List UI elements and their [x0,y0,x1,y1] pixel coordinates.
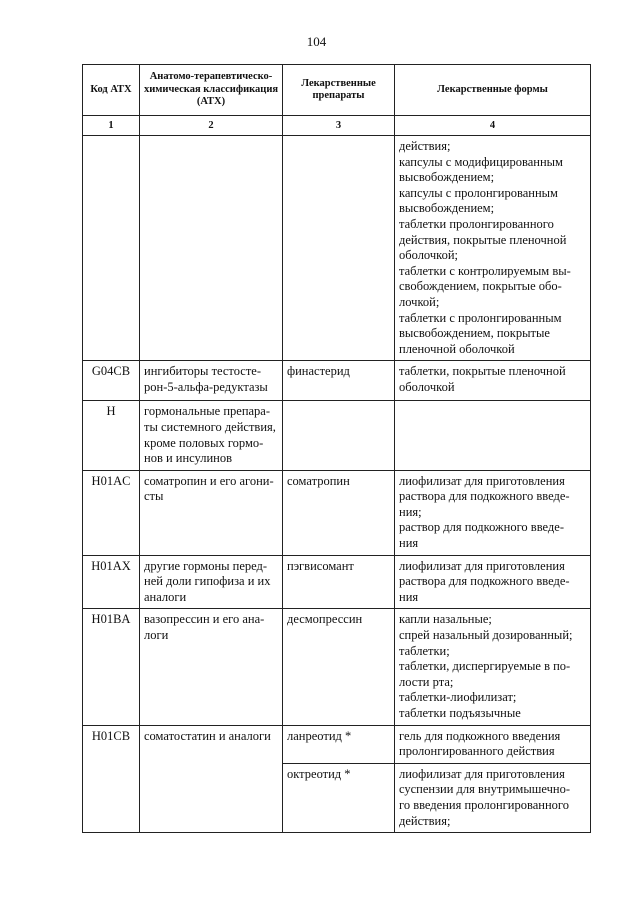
dosage-forms-cell-line: таблетки с пролонгированным [399,310,562,325]
dosage-forms-cell-line: таблетки-лиофилизат; [399,690,517,705]
drug-cell-line: пэгвисомант [287,558,354,573]
drug-cell [283,725,395,763]
column-number: 1 [83,116,140,136]
column-number: 4 [395,116,591,136]
dosage-forms-cell-line: высвобождением; [399,170,495,185]
classification-cell-line: сты [144,489,164,504]
dosage-forms-cell-line: пролонгированного действия [399,744,555,759]
dosage-forms-cell [395,361,591,401]
column-number-row [83,116,591,136]
dosage-forms-cell-line: лиофилизат для приготовления [399,473,565,488]
dosage-forms-cell [395,725,591,763]
atc-code-cell: H01AC [83,470,140,555]
classification-cell-line: гормональные препара- [144,404,271,419]
dosage-forms-cell [395,136,591,361]
classification-cell-line: нов и инсулинов [144,451,233,466]
drug-cell-line: соматропин [287,473,350,488]
page-number: 104 [306,34,327,49]
drug-cell [283,136,395,361]
atc-code-cell: H01AX [83,555,140,609]
table-row [83,361,591,401]
classification-cell [140,470,283,555]
dosage-forms-cell-line: суспензии для внутримышечно- [399,782,570,797]
atc-table [82,64,591,833]
classification-cell-line: соматропин и его агони- [144,473,274,488]
classification-cell [140,609,283,725]
classification-cell-line: другие гормоны перед- [144,558,268,573]
dosage-forms-cell-line: ния [399,589,419,604]
dosage-forms-cell-line: оболочкой [399,379,455,394]
dosage-forms-cell-line: таблетки пролонгированного [399,216,554,231]
table-row [83,136,591,361]
column-number: 2 [140,116,283,136]
dosage-forms-cell-line: раствора для подкожного введе- [399,489,570,504]
table-header-row [83,65,591,116]
drug-cell [283,361,395,401]
classification-cell-line: аналоги [144,589,187,604]
dosage-forms-cell-line: таблетки с контролируемым вы- [399,263,571,278]
dosage-forms-cell-line: спрей назальный дозированный; [399,628,573,643]
drug-cell [283,401,395,470]
dosage-forms-cell [395,555,591,609]
drug-cell [283,470,395,555]
dosage-forms-cell-line: свобождением, покрытые обо- [399,279,562,294]
classification-cell-line: логи [144,628,169,643]
header-drugs: Лекарственные препараты [283,65,395,116]
drug-cell [283,763,395,832]
header-atc-code: Код АТХ [83,65,140,116]
classification-cell-line: соматостатин и аналоги [144,728,271,743]
classification-cell-line: кроме половых гормо- [144,435,264,450]
dosage-forms-cell-line: таблетки подъязычные [399,706,521,720]
dosage-forms-cell-line: действия; [399,813,451,828]
dosage-forms-cell [395,763,591,832]
dosage-forms-cell-line: действия, покрытые пленочной [399,232,567,247]
classification-cell [140,401,283,470]
dosage-forms-cell-line: капли назальные; [399,612,492,627]
dosage-forms-cell-line: таблетки, покрытые пленочной [399,364,566,379]
dosage-forms-cell-line: лости рта; [399,674,454,689]
table-row [83,555,591,609]
table-row [83,725,591,763]
drug-cell-line: ланреотид * [287,728,352,743]
table-row [83,401,591,470]
dosage-forms-cell [395,470,591,555]
drug-cell-line: финастерид [287,364,350,379]
atc-code-cell: H01CB [83,725,140,833]
atc-code-cell: H [83,401,140,470]
drug-cell-line: десмопрессин [287,612,363,627]
classification-cell-line: ней доли гипофиза и их [144,574,271,589]
dosage-forms-cell-line: раствора для подкожного введе- [399,574,570,589]
dosage-forms-cell-line: таблетки, диспергируемые в по- [399,659,571,674]
dosage-forms-cell-line: лиофилизат для приготовления [399,558,565,573]
dosage-forms-cell-line: капсулы с модифицированным [399,154,563,169]
dosage-forms-cell-line: раствор для подкожного введе- [399,520,564,535]
dosage-forms-cell-line: лиофилизат для приготовления [399,766,565,781]
classification-cell [140,555,283,609]
dosage-forms-cell-line: гель для подкожного введения [399,728,561,743]
header-atc-classification: Анатомо-терапевтическо-химическая классификация (АТХ) [140,65,283,116]
dosage-forms-cell-line: таблетки; [399,643,450,658]
atc-code-cell: G04CB [83,361,140,401]
table-row [83,470,591,555]
atc-code-cell: H01BA [83,609,140,725]
dosage-forms-cell [395,401,591,470]
classification-cell [140,361,283,401]
atc-code-cell [83,136,140,361]
table-body [83,136,591,833]
dosage-forms-cell-line: го введения пролонгированного [399,797,569,812]
dosage-forms-cell-line: капсулы с пролонгированным [399,185,558,200]
column-number: 3 [283,116,395,136]
dosage-forms-cell-line: высвобождением, покрытые [399,326,550,341]
dosage-forms-cell [395,609,591,725]
dosage-forms-cell-line: высвобождением; [399,201,495,216]
classification-cell-line: ты системного действия, [144,419,276,434]
classification-cell-line: вазопрессин и его ана- [144,612,265,627]
classification-cell-line: ингибиторы тестосте- [144,364,262,379]
dosage-forms-cell-line: ния [399,536,419,551]
table-row [83,609,591,725]
header-dosage-forms: Лекарственные формы [395,65,591,116]
drug-cell-line: октреотид * [287,766,351,781]
dosage-forms-cell-line: ния; [399,504,422,519]
dosage-forms-cell-line: пленочной оболочкой [399,341,515,356]
drug-cell [283,555,395,609]
classification-cell-line: рон-5-альфа-редуктазы [144,379,268,394]
drug-cell [283,609,395,725]
dosage-forms-cell-line: действия; [399,139,451,153]
dosage-forms-cell-line: лочкой; [399,294,440,309]
classification-cell [140,136,283,361]
classification-cell [140,725,283,833]
dosage-forms-cell-line: оболочкой; [399,248,458,263]
